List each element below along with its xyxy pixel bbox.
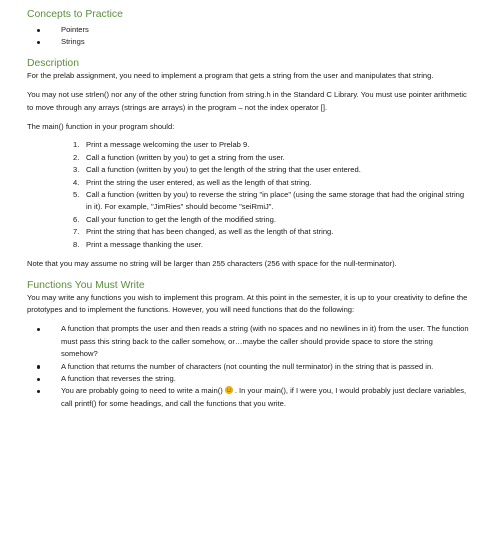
step-number: 6. xyxy=(73,214,80,224)
list-item xyxy=(27,385,469,410)
list-item xyxy=(27,226,469,238)
step-text: Print the string that has been changed, as well as the length of that string. xyxy=(86,227,334,237)
list-item: Strings xyxy=(27,36,469,48)
step-text: Print the string the user entered, as well as the length of that string. xyxy=(86,177,312,187)
list-item xyxy=(27,164,469,176)
concepts-list xyxy=(27,24,469,49)
step-number: 7. xyxy=(73,227,80,237)
description-heading: Description xyxy=(27,57,79,69)
list-item xyxy=(27,177,469,189)
list-item: Pointers xyxy=(27,24,469,36)
main-note-text-end: . In your main(), if I were you, I would probably just declare variables, call printf() for some headings, and call the functions that you write. xyxy=(61,386,467,408)
step-text: Print a message thanking the user. xyxy=(86,239,203,249)
step-number: 3. xyxy=(73,165,80,175)
functions-intro-paragraph: You may write any functions you wish to implement this program. At this point in the semester, it is up to your creativity to define the prototypes and to implement the functions. However, you will need functions that do the following: xyxy=(27,292,468,314)
step-text: Call a function (written by you) to reverse the string "in place" (using the same storage that had the original string in it). For example, "JimRies" should become "seiRmiJ". xyxy=(86,190,465,212)
smiley-face-icon xyxy=(225,386,233,394)
step-number: 4. xyxy=(73,177,80,187)
list-item xyxy=(27,139,469,151)
step-number: 5. xyxy=(73,190,80,200)
restriction-paragraph: You may not use strlen() nor any of the other string function from string.h in the Standard C Library. You must use pointer arithmetic to move through any arrays (strings are arrays) in the program – not the index operator []. xyxy=(27,90,467,112)
main-note-text-start: You are probably going to need to write a main() xyxy=(61,386,223,396)
functions-list xyxy=(27,323,469,410)
step-number: 2. xyxy=(73,152,80,162)
step-text: Call a function (written by you) to get the length of the string that the user entered. xyxy=(86,165,361,175)
list-item: A function that returns the number of characters (not counting the null terminator) in the string that is passed in. xyxy=(27,361,469,373)
step-number: 1. xyxy=(73,140,80,150)
list-item xyxy=(27,152,469,164)
list-item xyxy=(27,214,469,226)
steps-list xyxy=(27,139,469,251)
step-number: 8. xyxy=(73,239,80,249)
step-text: Call a function (written by you) to get a string from the user. xyxy=(86,152,285,162)
list-item: A function that prompts the user and then reads a string (with no spaces and no newlines in it) from the user. The function must pass this string back to the caller somehow, or…maybe the caller should provide space to store the string somehow? xyxy=(27,323,469,360)
step-text: Call your function to get the length of the modified string. xyxy=(86,214,276,224)
list-item xyxy=(27,189,469,214)
list-item xyxy=(27,239,469,251)
functions-heading: Functions You Must Write xyxy=(27,279,145,291)
main-intro-paragraph: The main() function in your program should: xyxy=(27,122,175,132)
step-text: Print a message welcoming the user to Prelab 9. xyxy=(86,140,250,150)
description-paragraph: For the prelab assignment, you need to implement a program that gets a string from the user and manipulates that string. xyxy=(27,70,434,80)
list-item: A function that reverses the string. xyxy=(27,373,469,385)
concepts-heading: Concepts to Practice xyxy=(27,9,123,20)
note-paragraph: Note that you may assume no string will be larger than 255 characters (256 with space for the null-terminator). xyxy=(27,259,397,269)
